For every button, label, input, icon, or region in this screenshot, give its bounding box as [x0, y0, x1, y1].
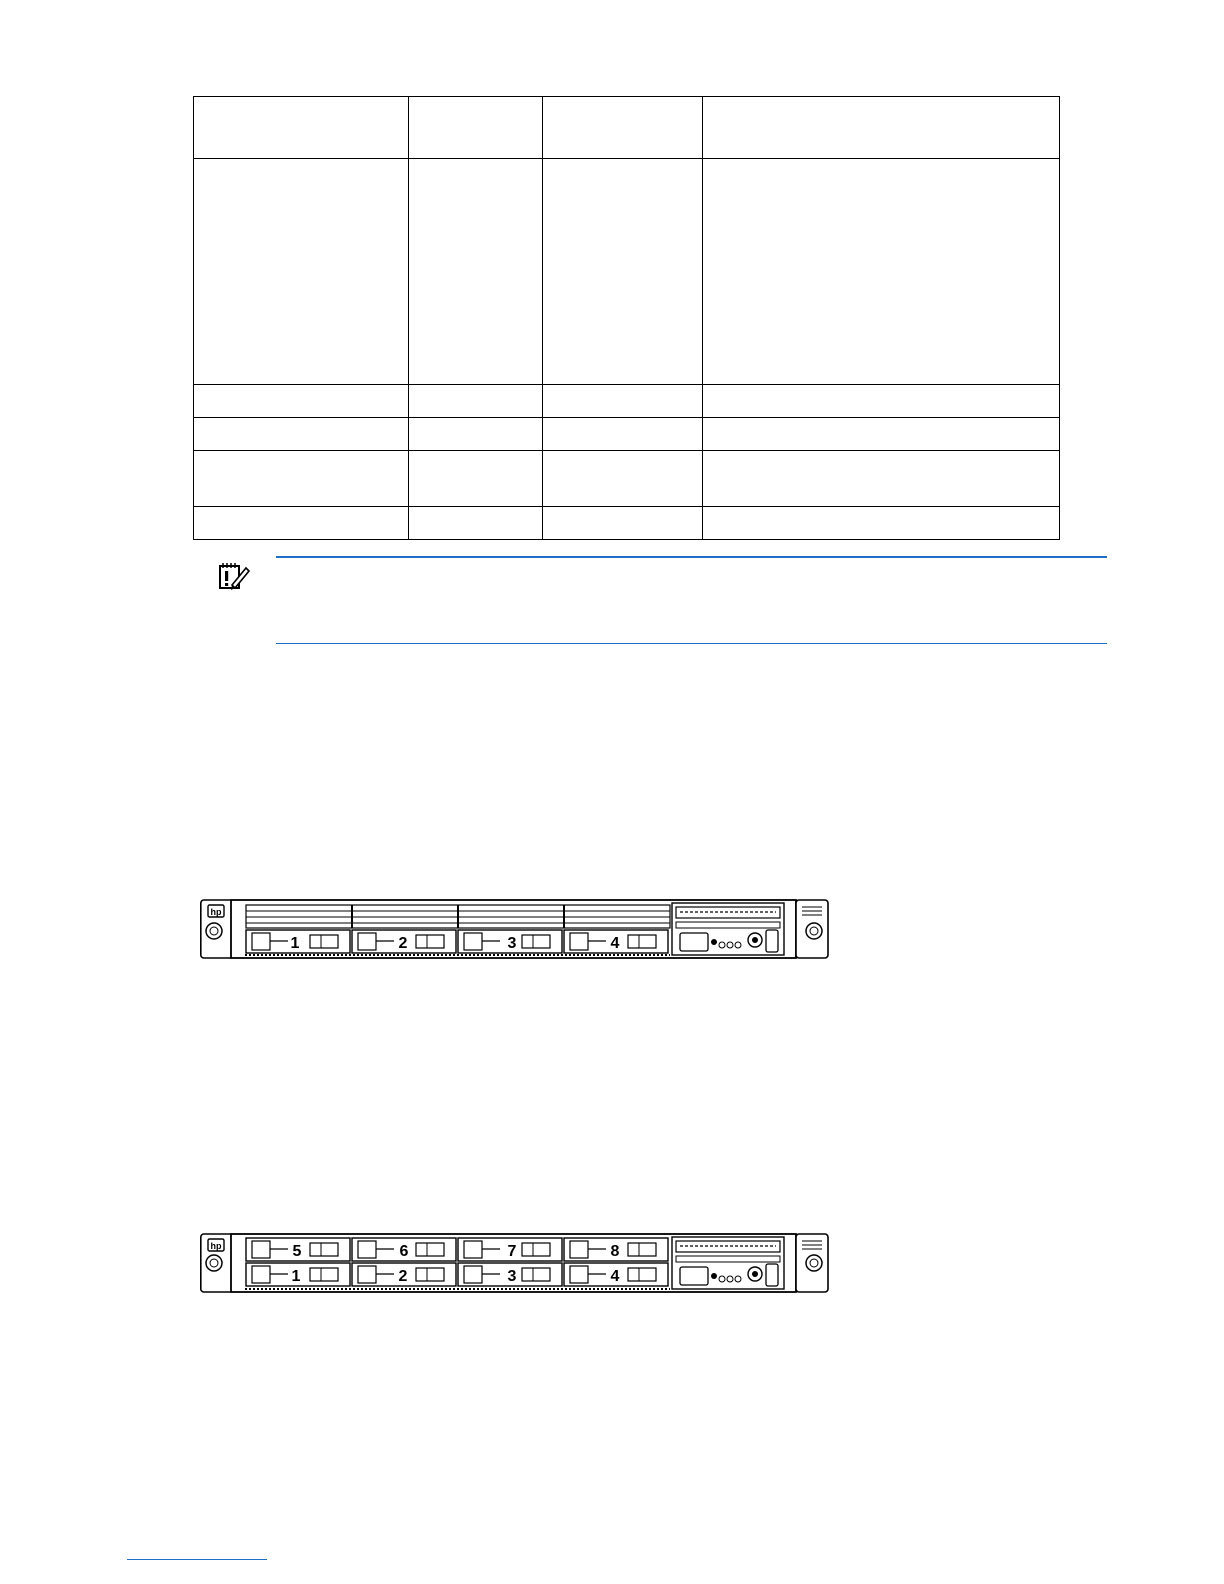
- right-rack-ear: [796, 900, 828, 958]
- svg-text:hp: hp: [210, 907, 222, 917]
- table-cell: [703, 97, 1060, 159]
- drive-bay: [458, 930, 562, 953]
- right-rack-ear: [796, 1234, 828, 1292]
- drive-bay: [564, 1263, 668, 1286]
- table-cell: [543, 418, 703, 451]
- table-cell: [543, 97, 703, 159]
- server-front-panel-4-bay: [200, 895, 830, 963]
- bay-number: 7: [507, 1243, 517, 1260]
- drive-bay: [246, 1238, 350, 1261]
- drive-bay: [246, 1263, 350, 1286]
- table-cell: [409, 451, 543, 507]
- table-cell: [543, 385, 703, 418]
- bay-number: 3: [507, 935, 517, 952]
- svg-text:hp: hp: [210, 1241, 222, 1251]
- vga-port-icon: [680, 933, 708, 951]
- vent-grille: [246, 905, 670, 928]
- table-cell: [409, 507, 543, 540]
- table-cell: [543, 451, 703, 507]
- important-note-icon: [217, 561, 251, 593]
- bay-number: 1: [290, 935, 300, 952]
- drive-bay: [564, 930, 668, 953]
- table-cell: [703, 451, 1060, 507]
- table-cell: [703, 385, 1060, 418]
- note-divider-top: [276, 556, 1107, 558]
- table-cell: [194, 159, 409, 385]
- drive-bay: [564, 1238, 668, 1261]
- table-cell: [194, 97, 409, 159]
- table-row: [194, 159, 1060, 385]
- server-front-panel-8-bay: [200, 1230, 830, 1296]
- table-cell: [194, 451, 409, 507]
- control-panel: [672, 903, 784, 955]
- table-cell: [409, 97, 543, 159]
- spec-table: [193, 96, 1060, 540]
- bay-number: 2: [398, 935, 408, 952]
- table-cell: [703, 507, 1060, 540]
- table-cell: [543, 159, 703, 385]
- left-rack-ear: [201, 1234, 233, 1292]
- table-header-row: [194, 97, 1060, 159]
- table-cell: [194, 385, 409, 418]
- drive-bay: [246, 930, 350, 953]
- control-panel: [672, 1237, 784, 1289]
- table-cell: [409, 159, 543, 385]
- usb-port-icon: [766, 1264, 778, 1286]
- bay-number: 3: [507, 1268, 517, 1285]
- table-row: [194, 418, 1060, 451]
- footer-link[interactable]: [127, 1559, 267, 1560]
- drive-bay: [352, 1263, 456, 1286]
- table-cell: [194, 418, 409, 451]
- table-cell: [543, 507, 703, 540]
- drive-bay: [352, 1238, 456, 1261]
- table-row: [194, 385, 1060, 418]
- bay-number: 6: [399, 1243, 409, 1260]
- bay-number: 4: [610, 1268, 620, 1285]
- table-cell: [703, 159, 1060, 385]
- bay-number: 1: [291, 1268, 301, 1285]
- vga-port-icon: [680, 1267, 708, 1285]
- table-cell: [703, 418, 1060, 451]
- bay-number: 2: [398, 1268, 408, 1285]
- table-cell: [194, 507, 409, 540]
- drive-bay: [458, 1238, 562, 1261]
- table-row: [194, 507, 1060, 540]
- bay-number: 5: [292, 1243, 302, 1260]
- table-cell: [409, 418, 543, 451]
- usb-port-icon: [766, 930, 778, 952]
- bay-number: 4: [610, 935, 620, 952]
- left-rack-ear: [201, 900, 233, 958]
- table-row: [194, 451, 1060, 507]
- bay-number: 8: [610, 1243, 620, 1260]
- drive-bay: [458, 1263, 562, 1286]
- table-cell: [409, 385, 543, 418]
- drive-bay: [352, 930, 456, 953]
- note-divider-bottom: [276, 643, 1107, 644]
